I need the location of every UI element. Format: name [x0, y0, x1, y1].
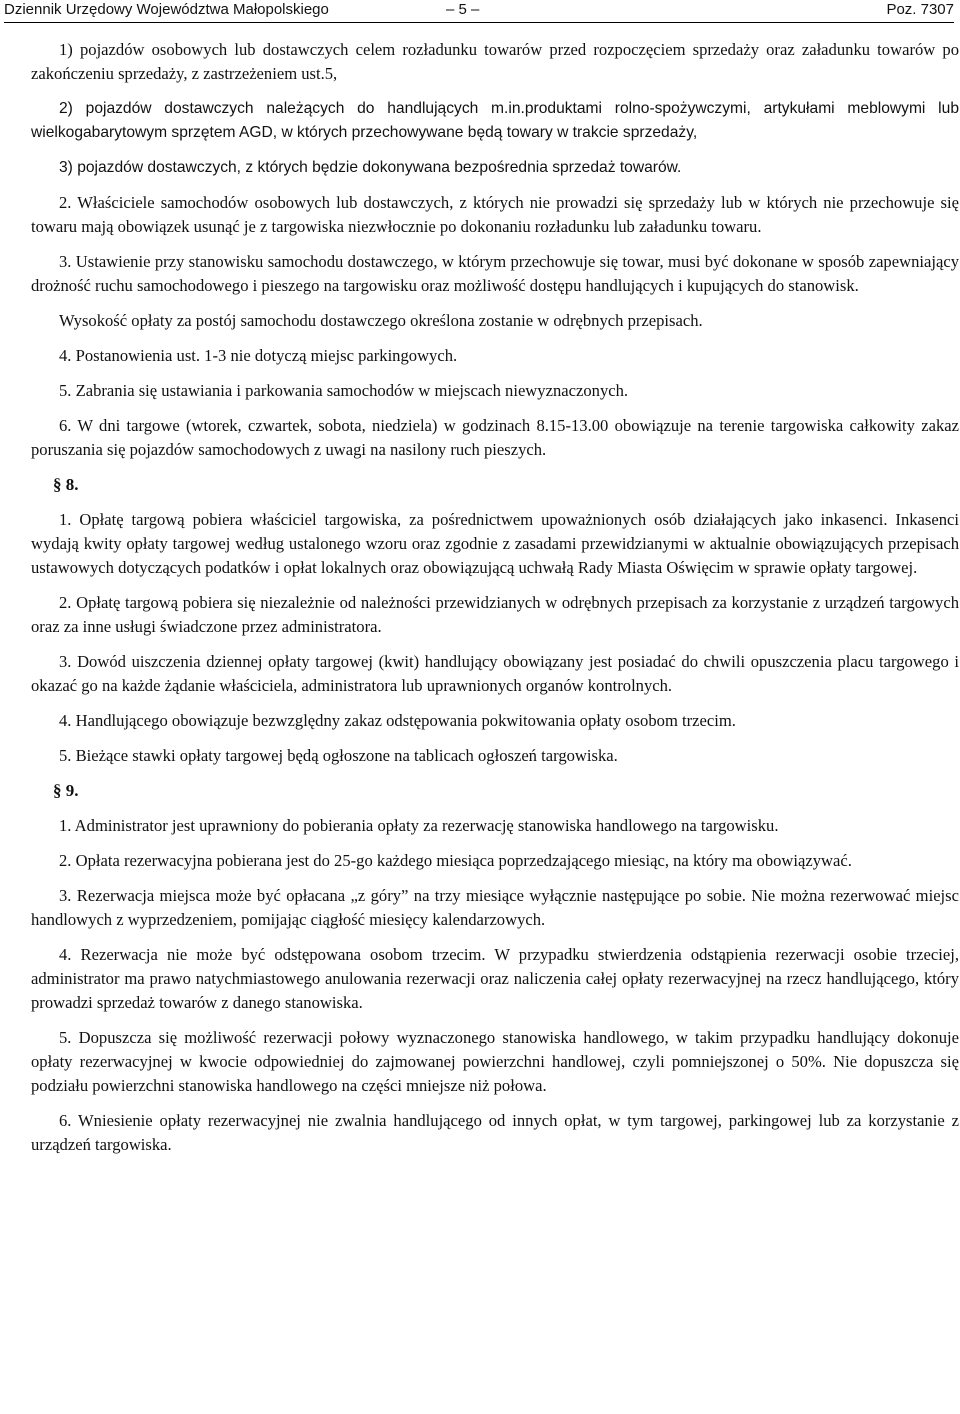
paragraph: 3) pojazdów dostawczych, z których będzie dokonywana bezpośrednia sprzedaż towarów. — [59, 159, 682, 176]
paragraph: 4. Postanowienia ust. 1-3 nie dotyczą miejsc parkingowych. — [59, 346, 458, 365]
paragraph: 1. Opłatę targową pobiera właściciel targowiska, za pośrednictwem upoważnionych osób działających jako inkasenci. Inkasenci wydają kwity opłaty targowej według ustalonego wzoru oraz zgodnie z zasadami przewidzianymi w aktualnie obowiązujących przepisach ustawowych dotyczących podatków i opłat lokalnych oraz obowiązującą uchwałą Rady Miasta Oświęcim w sprawie opłaty targowej. — [31, 510, 959, 577]
paragraph: 6. W dni targowe (wtorek, czwartek, sobota, niedziela) w godzinach 8.15-13.00 obowiązuje na terenie targowiska całkowity zakaz poruszania się pojazdów samochodowych z uwagi na nasilony ruch pieszych. — [31, 416, 959, 459]
page-header — [4, 0, 954, 23]
paragraph: 4. Rezerwacja nie może być odstępowana osobom trzecim. W przypadku stwierdzenia odstąpienia rezerwacji osobie trzeciej, administrator ma prawo natychmiastowego anulowania rezerwacji oraz naliczenia całej opłaty rezerwacyjnej na rzecz handlującego, który prowadzi sprzedaż towarów z danego stanowiska. — [31, 945, 959, 1012]
section-heading: § 9. — [53, 781, 79, 800]
paragraph: 2. Opłata rezerwacyjna pobierana jest do 25-go każdego miesiąca poprzedzającego miesiąc, na który ma obowiązywać. — [59, 851, 852, 870]
paragraph: 5. Zabrania się ustawiania i parkowania samochodów w miejscach niewyznaczonych. — [59, 381, 629, 400]
page-number: – 5 – — [446, 1, 480, 18]
paragraph: Wysokość opłaty za postój samochodu dostawczego określona zostanie w odrębnych przepisach. — [59, 311, 703, 330]
paragraph: 4. Handlującego obowiązuje bezwzględny zakaz odstępowania pokwitowania opłaty osobom trzecim. — [59, 711, 736, 730]
paragraph: 2. Opłatę targową pobiera się niezależnie od należności przewidzianych w odrębnych przepisach za korzystanie z urządzeń targowych oraz za inne usługi świadczone przez administratora. — [31, 593, 959, 636]
position-number: Poz. 7307 — [886, 1, 954, 18]
paragraph: 1) pojazdów osobowych lub dostawczych celem rozładunku towarów przed rozpoczęciem sprzedaży oraz załadunku towarów po zakończeniu sprzedaży, z zastrzeżeniem ust.5, — [31, 40, 959, 83]
paragraph: 1. Administrator jest uprawniony do pobierania opłaty za rezerwację stanowiska handlowego na targowisku. — [59, 816, 779, 835]
journal-title: Dziennik Urzędowy Województwa Małopolskiego — [4, 1, 329, 18]
paragraph: 3. Rezerwacja miejsca może być opłacana „z góry” na trzy miesiące wyłącznie następujące po sobie. Nie można rezerwować miejsc handlowych z wyprzedzeniem, pomijając ciągłość miesięcy kalendarzowych. — [31, 886, 959, 929]
paragraph: 3. Ustawienie przy stanowisku samochodu dostawczego, w którym przechowuje się towar, musi być dokonane w sposób zapewniający drożność ruchu samochodowego i pieszego na targowisku oraz możliwość dostępu handlujących i kupujących do stanowisk. — [31, 252, 959, 295]
paragraph: 6. Wniesienie opłaty rezerwacyjnej nie zwalnia handlującego od innych opłat, w tym targowej, parkingowej lub za korzystanie z urządzeń targowiska. — [31, 1111, 959, 1154]
document-body — [31, 38, 959, 1168]
paragraph: 2. Właściciele samochodów osobowych lub dostawczych, z których nie prowadzi się sprzedaży lub w których nie przechowuje się towaru mają obowiązek usunąć je z targowiska niezwłocznie po dokonaniu rozładunku lub załadunku towaru. — [31, 193, 959, 236]
paragraph: 3. Dowód uiszczenia dziennej opłaty targowej (kwit) handlujący obowiązany jest posiadać do chwili opuszczenia placu targowego i okazać go na każde żądanie właściciela, administratora lub uprawnionych organów kontrolnych. — [31, 652, 959, 695]
paragraph: 5. Dopuszcza się możliwość rezerwacji połowy wyznaczonego stanowiska handlowego, w takim przypadku handlujący dokonuje opłaty rezerwacyjnej w kwocie odpowiedniej do zajmowanej powierzchni handlowej, czyli pomniejszonej o 50%. Nie dopuszcza się podziału powierzchni stanowiska handlowego na części mniejsze niż połowa. — [31, 1028, 959, 1095]
section-heading: § 8. — [53, 475, 79, 494]
paragraph: 5. Bieżące stawki opłaty targowej będą ogłoszone na tablicach ogłoszeń targowiska. — [59, 746, 618, 765]
paragraph: 2) pojazdów dostawczych należących do handlujących m.in.produktami rolno-spożywczymi, artykułami meblowymi lub wielkogabarytowym sprzętem AGD, w których przechowywane będą towary w trakcie sprzedaży, — [31, 100, 959, 141]
